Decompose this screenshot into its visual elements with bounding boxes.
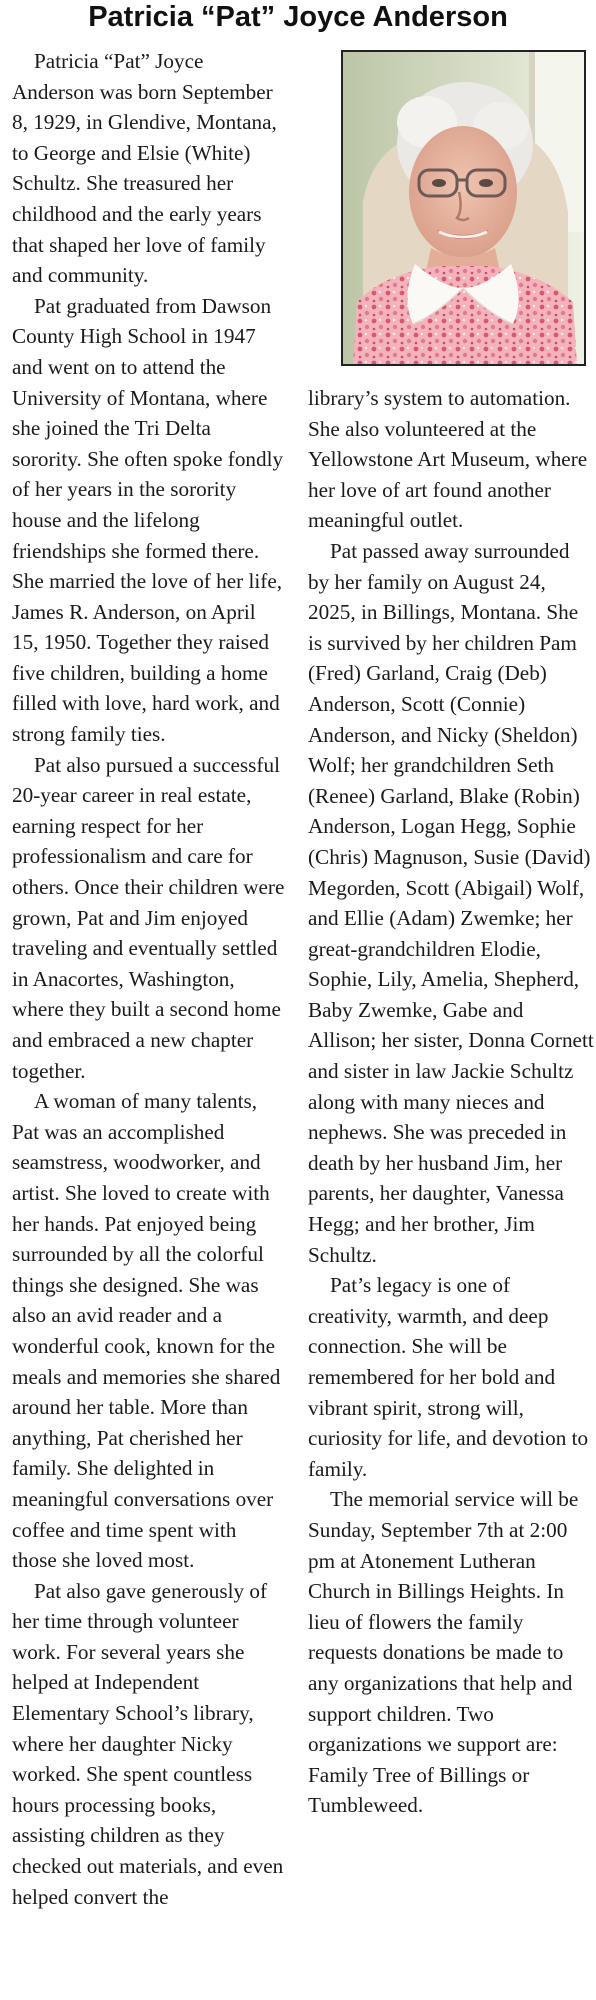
portrait-photo: [341, 50, 586, 366]
left-column: [12, 46, 286, 1996]
paragraph-survivors: Pat passed away surrounded by her family on August 24, 2025, in Billings, Montana. She is survived by her children Pam (Fred) Garland, Craig (Deb) Anderson, Scott (Connie) Anderson, and Nicky (Sheldon) Wolf; her grandchildren Seth (Renee) Garland, Blake (Robin) Anderson, Logan Hegg, Sophie (Chris) Magnuson, Susie (David) Megorden, Scott (Abigail) Wolf, and Ellie (Adam) Zwemke; her great-grandchildren Elodie, Sophie, Lily, Amelia, Shepherd, Baby Zwemke, Gabe and Allison; her sister, Donna Cornett and sister in law Jackie Schultz along with many nieces and nephews. She was preceded in death by her husband Jim, her parents, her daughter, Vanessa Hegg; and her brother, Jim Schultz.: [308, 538, 594, 1267]
obituary-title: Patricia “Pat” Joyce Anderson: [88, 1, 508, 33]
paragraph-birth: Patricia “Pat” Joyce Anderson was born September 8, 1929, in Glendive, Montana, to George and Elsie (White) Schultz. She treasured her childhood and the early years that shaped her love of family and community.: [12, 49, 277, 288]
paragraph-talents: A woman of many talents, Pat was an accomplished seamstress, woodworker, and artist. She loved to create with her hands. Pat enjoyed being surrounded by all the colorful things she designed. She was also an avid reader and a wonderful cook, known for the meals and memories she shared around her table. More than anything, Pat cherished her family. She delighted in meaningful conversations over coffee and time spent with those she loved most.: [12, 1089, 281, 1573]
paragraph-career: Pat also pursued a successful 20-year career in real estate, earning respect for her professionalism and care for others. Once their children were grown, Pat and Jim enjoyed traveling and eventually settled in Anacortes, Washington, where they built a second home and embraced a new chapter together.: [12, 752, 285, 1083]
portrait-image: [343, 52, 584, 364]
paragraph-volunteer-continued: library’s system to automation. She also volunteered at the Yellowstone Art Museum, where her love of art found another meaningful outlet.: [308, 386, 588, 533]
paragraph-legacy: Pat’s legacy is one of creativity, warmth, and deep connection. She will be remembered for her bold and vibrant spirit, strong will, curiosity for life, and devotion to family.: [308, 1273, 589, 1481]
paragraph-volunteer: Pat also gave generously of her time through volunteer work. For several years she helped at Independent Elementary School’s library, where her daughter Nicky worked. She spent countless hours processing books, assisting children as they checked out materials, and even helped convert the: [12, 1578, 284, 1909]
paragraph-education-marriage: Pat graduated from Dawson County High School in 1947 and went on to attend the University of Montana, where she joined the Tri Delta sorority. She often spoke fondly of her years in the sorority house and the lifelong friendships she formed there. She married the love of her life, James R. Anderson, on April 15, 1950. Together they raised five children, building a home filled with love, hard work, and strong family ties.: [12, 293, 284, 747]
right-column: [308, 383, 594, 1983]
paragraph-memorial-service: The memorial service will be Sunday, September 7th at 2:00 pm at Atonement Lutheran Church in Billings Heights. In lieu of flowers the family requests donations be made to any organizations that help and support children. Two organizations we support are: Family Tree of Billings or Tumbleweed.: [308, 1487, 579, 1818]
